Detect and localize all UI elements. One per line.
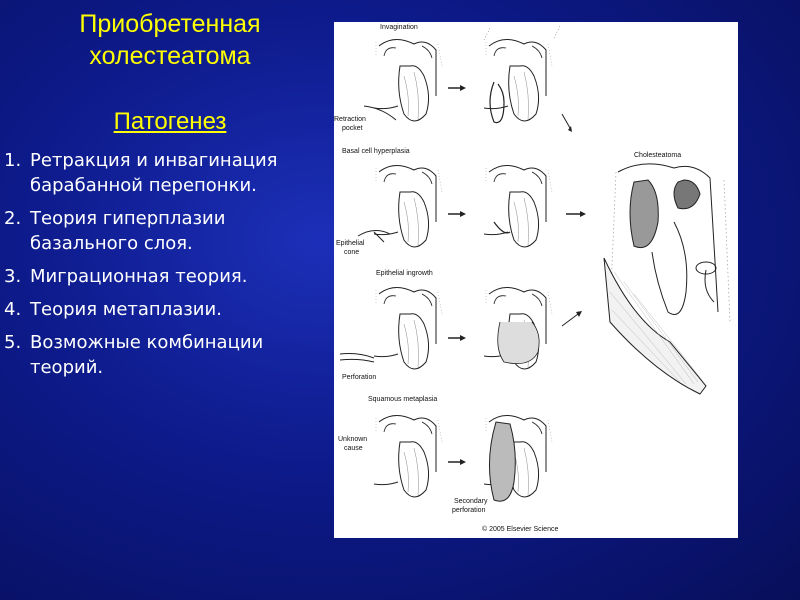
slide-title bbox=[30, 8, 310, 72]
list-number: 4. bbox=[4, 299, 22, 320]
label-secondary: Secondary bbox=[454, 498, 488, 505]
arrow-head bbox=[460, 85, 466, 91]
ear-diagram bbox=[374, 39, 442, 121]
pathogenesis-drawing bbox=[334, 22, 738, 538]
label-pocket: pocket bbox=[342, 125, 363, 132]
label-invagination: Invagination bbox=[380, 24, 418, 31]
list-item bbox=[4, 264, 324, 289]
list-text: Теория метаплазии. bbox=[30, 299, 222, 320]
list-text: Миграционная теория. bbox=[30, 266, 248, 287]
arrow bbox=[562, 114, 570, 128]
copyright-note: © 2005 Elsevier Science bbox=[482, 526, 559, 533]
list-text: Теория гиперплазии базального слоя. bbox=[30, 208, 226, 254]
title-line-2: холестеатома bbox=[89, 42, 251, 70]
label-retraction: Retraction bbox=[334, 116, 366, 123]
title-line-1: Приобретенная bbox=[79, 10, 261, 38]
list-number: 1. bbox=[4, 150, 22, 171]
arrow bbox=[562, 314, 578, 326]
list-item bbox=[4, 297, 324, 322]
label-perforation: Perforation bbox=[342, 374, 377, 381]
label-cause: cause bbox=[344, 445, 363, 452]
list-number: 3. bbox=[4, 266, 22, 287]
list-text: Ретракция и инвагинация барабанной перепонки. bbox=[30, 150, 278, 196]
ear-diagram bbox=[484, 39, 552, 121]
subtitle: Патогенез bbox=[113, 108, 227, 135]
list-item bbox=[4, 148, 324, 198]
label-unknown: Unknown bbox=[338, 436, 368, 443]
label-squamous: Squamous metaplasia bbox=[368, 396, 438, 403]
pathogenesis-figure bbox=[334, 22, 738, 538]
list-number: 5. bbox=[4, 332, 22, 353]
ear-diagram bbox=[374, 415, 442, 497]
label-epithelial: Epithelial bbox=[336, 240, 365, 247]
ear-diagram bbox=[484, 165, 552, 247]
list-item bbox=[4, 206, 324, 256]
label-cholesteatoma: Cholesteatoma bbox=[634, 152, 682, 159]
list-item bbox=[4, 330, 324, 380]
ear-diagram bbox=[374, 287, 442, 369]
label-cone: cone bbox=[344, 249, 360, 256]
list-number: 2. bbox=[4, 208, 22, 229]
theory-list bbox=[4, 148, 324, 388]
cholesteatoma-diagram bbox=[604, 164, 730, 394]
label-secondary-perforation: perforation bbox=[452, 507, 486, 514]
ear-diagram bbox=[374, 165, 442, 247]
label-epithelial-ingrowth: Epithelial ingrowth bbox=[376, 270, 433, 277]
label-basal-cell: Basal cell hyperplasia bbox=[342, 148, 410, 155]
list-text: Возможные комбинации теорий. bbox=[30, 332, 264, 378]
